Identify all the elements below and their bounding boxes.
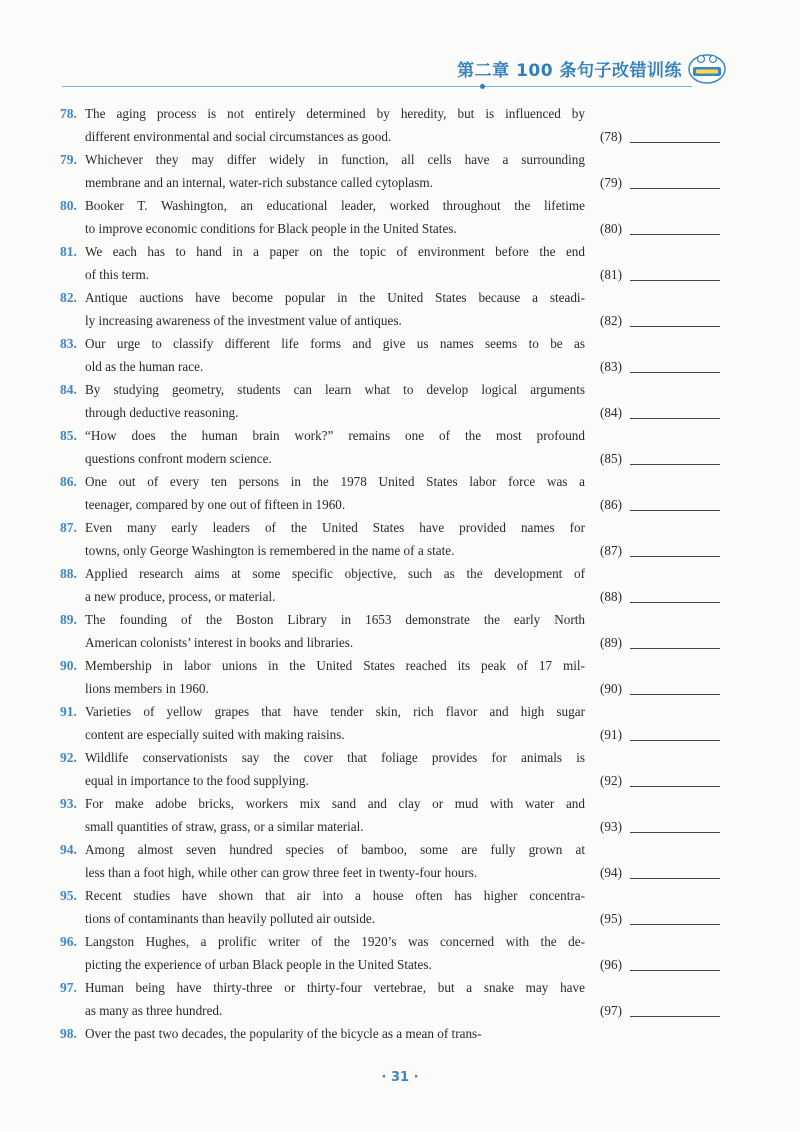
question-number: 92. <box>60 750 77 765</box>
question-number: 80. <box>60 198 77 213</box>
question-text: American colonists’ interest in books and libraries. <box>85 635 354 650</box>
question-item <box>60 378 732 424</box>
question-item <box>60 286 732 332</box>
question-text: We each has to hand in a paper on the topic of environment before the end <box>85 244 585 259</box>
question-text: Our urge to classify different life forms and give us names seems to be as <box>85 336 585 351</box>
question-line <box>60 171 732 194</box>
question-line <box>60 355 732 378</box>
question-item <box>60 470 732 516</box>
answer-label: (87) <box>600 543 622 558</box>
question-text: Even many early leaders of the United States have provided names for <box>85 520 585 535</box>
question-line <box>60 447 732 470</box>
question-line <box>60 286 732 309</box>
question-number: 95. <box>60 888 77 903</box>
answer-slot <box>600 217 720 240</box>
question-text: Applied research aims at some specific objective, such as the development of <box>85 566 585 581</box>
question-line <box>60 884 732 907</box>
question-text: picting the experience of urban Black people in the United States. <box>85 957 432 972</box>
question-text: The founding of the Boston Library in 1653 demonstrate the early North <box>85 612 585 627</box>
question-line <box>60 631 732 654</box>
answer-blank-line[interactable] <box>630 832 720 833</box>
question-item <box>60 148 732 194</box>
question-number: 86. <box>60 474 77 489</box>
header-divider <box>62 86 692 87</box>
question-line <box>60 309 732 332</box>
question-line <box>60 332 732 355</box>
answer-label: (83) <box>600 359 622 374</box>
question-line <box>60 539 732 562</box>
answer-label: (80) <box>600 221 622 236</box>
question-item <box>60 654 732 700</box>
answer-blank-line[interactable] <box>630 510 720 511</box>
question-text: small quantities of straw, grass, or a similar material. <box>85 819 364 834</box>
question-text: Over the past two decades, the popularity of the bicycle as a mean of trans- <box>85 1026 482 1041</box>
answer-label: (93) <box>600 819 622 834</box>
question-text: tions of contaminants than heavily polluted air outside. <box>85 911 376 926</box>
question-line <box>60 470 732 493</box>
question-text: The aging process is not entirely determined by heredity, but is influenced by <box>85 106 585 121</box>
answer-label: (95) <box>600 911 622 926</box>
answer-slot <box>600 585 720 608</box>
answer-label: (89) <box>600 635 622 650</box>
question-text: One out of every ten persons in the 1978 United States labor force was a <box>85 474 585 489</box>
answer-slot <box>600 677 720 700</box>
answer-blank-line[interactable] <box>630 878 720 879</box>
question-line <box>60 723 732 746</box>
answer-blank-line[interactable] <box>630 142 720 143</box>
question-item <box>60 700 732 746</box>
answer-slot <box>600 723 720 746</box>
question-line <box>60 608 732 631</box>
answer-label: (94) <box>600 865 622 880</box>
question-item <box>60 608 732 654</box>
question-text: By studying geometry, students can learn what to develop logical arguments <box>85 382 585 397</box>
answer-label: (97) <box>600 1003 622 1018</box>
question-line <box>60 907 732 930</box>
question-number: 83. <box>60 336 77 351</box>
question-text: a new produce, process, or material. <box>85 589 276 604</box>
question-item <box>60 838 732 884</box>
answer-slot <box>600 401 720 424</box>
answer-label: (86) <box>600 497 622 512</box>
question-item <box>60 102 732 148</box>
answer-blank-line[interactable] <box>630 786 720 787</box>
answer-label: (91) <box>600 727 622 742</box>
answer-blank-line[interactable] <box>630 326 720 327</box>
question-line <box>60 1022 732 1045</box>
question-line <box>60 585 732 608</box>
answer-slot <box>600 309 720 332</box>
question-line <box>60 746 732 769</box>
question-text: Varieties of yellow grapes that have tender skin, rich flavor and high sugar <box>85 704 585 719</box>
question-line <box>60 148 732 171</box>
question-text: For make adobe bricks, workers mix sand and clay or mud with water and <box>85 796 585 811</box>
question-text: through deductive reasoning. <box>85 405 239 420</box>
answer-blank-line[interactable] <box>630 234 720 235</box>
answer-slot <box>600 769 720 792</box>
question-item <box>60 240 732 286</box>
question-text: ly increasing awareness of the investment value of antiques. <box>85 313 402 328</box>
question-item <box>60 424 732 470</box>
question-text: Langston Hughes, a prolific writer of the 1920’s was concerned with the de- <box>85 934 585 949</box>
question-line <box>60 516 732 539</box>
answer-slot <box>600 815 720 838</box>
question-number: 91. <box>60 704 77 719</box>
answer-blank-line[interactable] <box>630 602 720 603</box>
question-line <box>60 976 732 999</box>
question-text: Membership in labor unions in the United States reached its peak of 17 mil- <box>85 658 585 673</box>
answer-label: (81) <box>600 267 622 282</box>
answer-label: (82) <box>600 313 622 328</box>
question-line <box>60 493 732 516</box>
question-text: to improve economic conditions for Black people in the United States. <box>85 221 457 236</box>
question-number: 96. <box>60 934 77 949</box>
page-number: · 31 · <box>381 1070 419 1085</box>
answer-slot <box>600 539 720 562</box>
question-text: lions members in 1960. <box>85 681 209 696</box>
question-line <box>60 999 732 1022</box>
question-line <box>60 263 732 286</box>
answer-blank-line[interactable] <box>630 1016 720 1017</box>
question-line <box>60 240 732 263</box>
answer-blank-line[interactable] <box>630 464 720 465</box>
answer-blank-line[interactable] <box>630 372 720 373</box>
question-number: 84. <box>60 382 77 397</box>
question-line <box>60 654 732 677</box>
answer-label: (92) <box>600 773 622 788</box>
chapter-title: 第二章 100 条句子改错训练 <box>457 61 682 81</box>
answer-blank-line[interactable] <box>630 740 720 741</box>
answer-label: (85) <box>600 451 622 466</box>
question-number: 88. <box>60 566 77 581</box>
answer-slot <box>600 125 720 148</box>
answer-blank-line[interactable] <box>630 556 720 557</box>
question-line <box>60 125 732 148</box>
header-dot <box>480 84 485 89</box>
question-line <box>60 217 732 240</box>
answer-slot <box>600 631 720 654</box>
question-text: less than a foot high, while other can grow three feet in twenty-four hours. <box>85 865 478 880</box>
page-header <box>0 0 800 100</box>
question-text: Booker T. Washington, an educational leader, worked throughout the lifetime <box>85 198 585 213</box>
question-list <box>60 102 732 1045</box>
question-item <box>60 194 732 240</box>
question-text: Among almost seven hundred species of bamboo, some are fully grown at <box>85 842 585 857</box>
question-line <box>60 953 732 976</box>
question-text: teenager, compared by one out of fifteen in 1960. <box>85 497 346 512</box>
question-line <box>60 838 732 861</box>
question-line <box>60 424 732 447</box>
question-number: 97. <box>60 980 77 995</box>
question-line <box>60 562 732 585</box>
answer-label: (88) <box>600 589 622 604</box>
question-item <box>60 1022 732 1045</box>
answer-blank-line[interactable] <box>630 924 720 925</box>
question-number: 78. <box>60 106 77 121</box>
answer-blank-line[interactable] <box>630 418 720 419</box>
question-line <box>60 378 732 401</box>
answer-label: (79) <box>600 175 622 190</box>
answer-blank-line[interactable] <box>630 280 720 281</box>
question-item <box>60 746 732 792</box>
question-number: 85. <box>60 428 77 443</box>
answer-blank-line[interactable] <box>630 188 720 189</box>
question-text: Human being have thirty-three or thirty-four vertebrae, but a snake may have <box>85 980 585 995</box>
answer-slot <box>600 493 720 516</box>
question-line <box>60 194 732 217</box>
question-text: Whichever they may differ widely in function, all cells have a surrounding <box>85 152 585 167</box>
question-text: of this term. <box>85 267 150 282</box>
question-line <box>60 677 732 700</box>
question-text: towns, only George Washington is remembered in the name of a state. <box>85 543 455 558</box>
answer-slot <box>600 447 720 470</box>
answer-slot <box>600 171 720 194</box>
question-line <box>60 102 732 125</box>
answer-blank-line[interactable] <box>630 970 720 971</box>
question-number: 98. <box>60 1026 77 1041</box>
answer-label: (96) <box>600 957 622 972</box>
question-item <box>60 332 732 378</box>
answer-slot <box>600 861 720 884</box>
question-item <box>60 792 732 838</box>
question-line <box>60 861 732 884</box>
answer-blank-line[interactable] <box>630 694 720 695</box>
question-number: 89. <box>60 612 77 627</box>
question-item <box>60 884 732 930</box>
question-text: Recent studies have shown that air into a house often has higher concentra- <box>85 888 585 903</box>
question-line <box>60 815 732 838</box>
question-number: 93. <box>60 796 77 811</box>
question-text: Wildlife conservationists say the cover that foliage provides for animals is <box>85 750 585 765</box>
question-item <box>60 516 732 562</box>
question-number: 82. <box>60 290 77 305</box>
study-badge-logo <box>688 52 726 84</box>
question-text: questions confront modern science. <box>85 451 272 466</box>
question-item <box>60 562 732 608</box>
question-item <box>60 930 732 976</box>
question-line <box>60 792 732 815</box>
question-line <box>60 401 732 424</box>
answer-slot <box>600 355 720 378</box>
question-text: old as the human race. <box>85 359 204 374</box>
answer-slot <box>600 999 720 1022</box>
question-text: membrane and an internal, water-rich substance called cytoplasm. <box>85 175 433 190</box>
answer-label: (90) <box>600 681 622 696</box>
question-number: 87. <box>60 520 77 535</box>
question-text: equal in importance to the food supplying. <box>85 773 309 788</box>
question-line <box>60 930 732 953</box>
answer-slot <box>600 263 720 286</box>
question-text: as many as three hundred. <box>85 1003 223 1018</box>
question-line <box>60 700 732 723</box>
question-line <box>60 769 732 792</box>
answer-blank-line[interactable] <box>630 648 720 649</box>
question-text: “How does the human brain work?” remains one of the most profound <box>85 428 585 443</box>
answer-slot <box>600 907 720 930</box>
question-item <box>60 976 732 1022</box>
answer-label: (84) <box>600 405 622 420</box>
answer-slot <box>600 953 720 976</box>
question-text: content are especially suited with making raisins. <box>85 727 345 742</box>
question-number: 94. <box>60 842 77 857</box>
question-text: Antique auctions have become popular in the United States because a steadi- <box>85 290 585 305</box>
question-text: different environmental and social circumstances as good. <box>85 129 392 144</box>
question-number: 79. <box>60 152 77 167</box>
answer-label: (78) <box>600 129 622 144</box>
question-number: 81. <box>60 244 77 259</box>
question-number: 90. <box>60 658 77 673</box>
